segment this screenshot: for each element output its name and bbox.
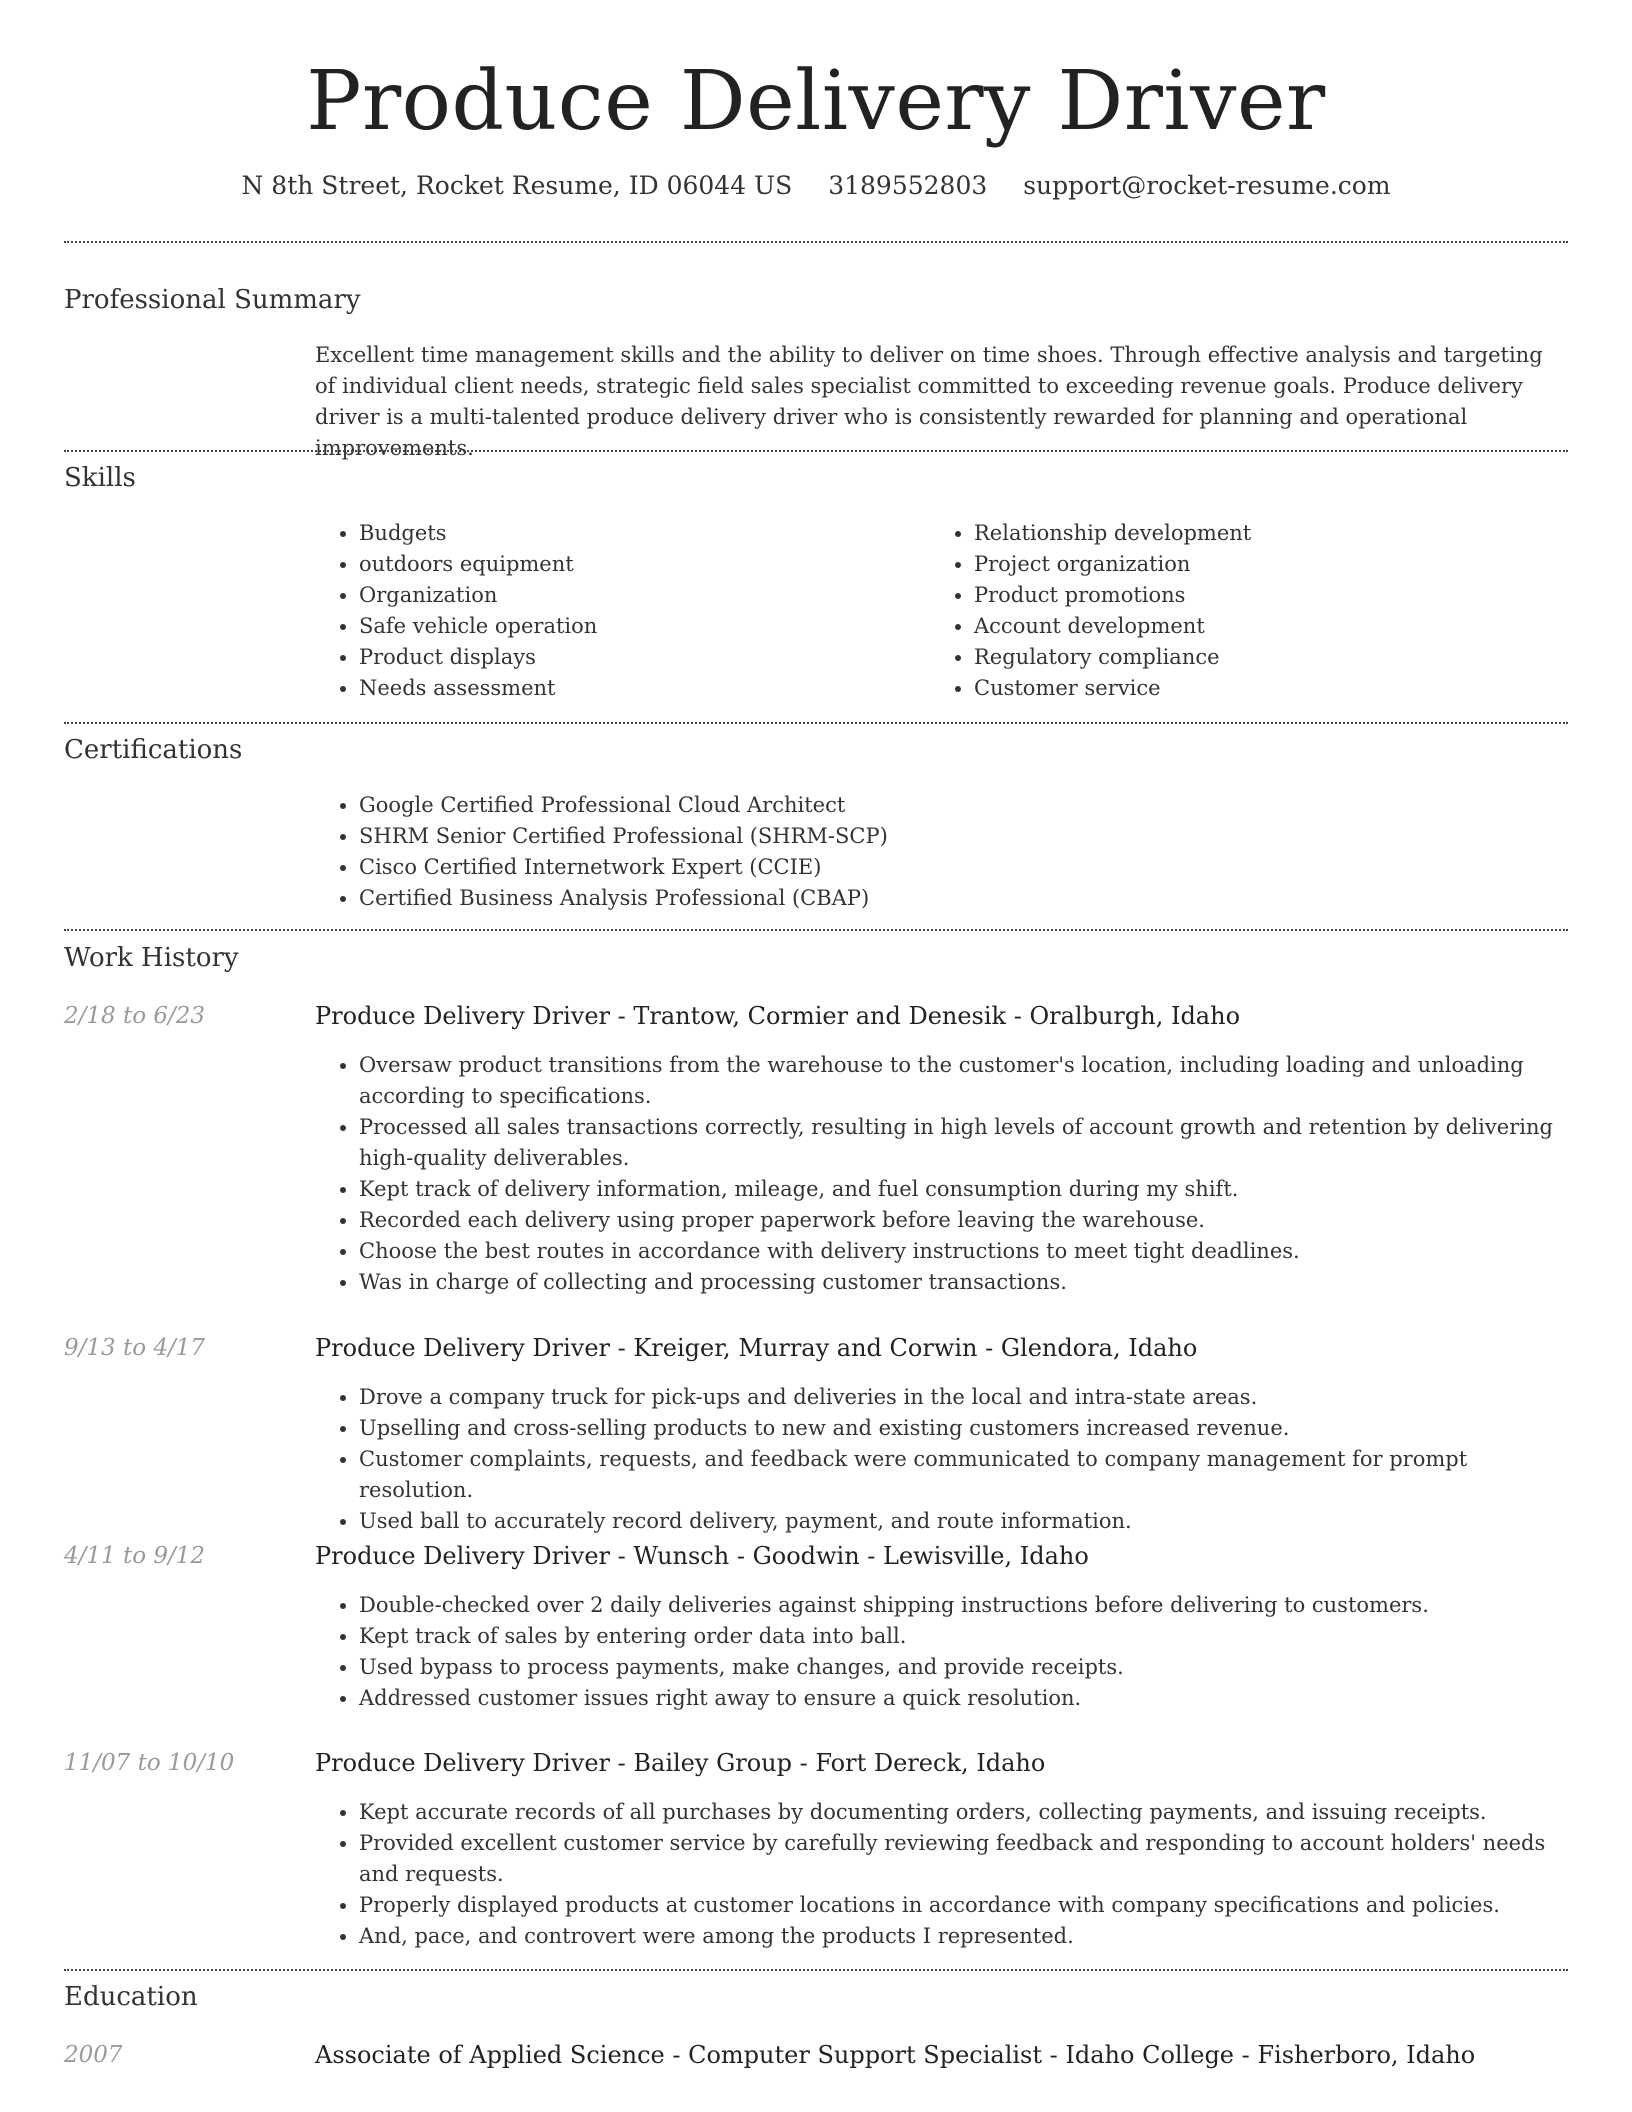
duty-item: • Customer complaints, requests, and feedback were communicated to company management for prompt resolution. [359,1444,1560,1506]
certification-item: • Google Certified Professional Cloud Architect [359,790,1560,821]
section-divider [64,450,1568,452]
skill-item: • Safe vehicle operation [359,611,915,642]
education-degree: Associate of Applied Science - Computer Support Specialist - Idaho College - Fisherboro, Idaho [315,2041,1476,2069]
summary-text: Excellent time management skills and the ability to deliver on time shoes. Through effective analysis and targeting of individual client needs, strategic field sales specialist committed to exceeding revenue goals. Produce delivery driver is a multi-talented produce delivery driver who is consistently rewarded for planning and operational improvements. [315,343,1543,460]
skill-item: • outdoors equipment [359,549,915,580]
duty-item: • Double-checked over 2 daily deliveries against shipping instructions before delivering to customers. [359,1590,1560,1621]
duty-item: • Provided excellent customer service by carefully reviewing feedback and responding to account holders' needs and requests. [359,1828,1560,1890]
section-divider [64,241,1568,243]
duty-item: • Kept track of sales by entering order data into ball. [359,1621,1560,1652]
skill-item: • Needs assessment [359,673,915,704]
contact-email: support@rocket-resume.com [1023,171,1391,200]
skill-item: • Budgets [359,518,915,549]
skill-item: • Project organization [974,549,1550,580]
job-dates: 4/11 to 9/12 [64,1543,206,1569]
duty-item: • Upselling and cross-selling products to new and existing customers increased revenue. [359,1413,1560,1444]
job-dates: 9/13 to 4/17 [64,1335,206,1361]
job-title: Produce Delivery Driver - Trantow, Cormier and Denesik - Oralburgh, Idaho [315,1002,1241,1030]
candidate-name: Produce Delivery Driver [306,54,1326,149]
contact-address: N 8th Street, Rocket Resume, ID 06044 US [241,171,793,200]
duty-item: • Was in charge of collecting and processing customer transactions. [359,1267,1560,1298]
duty-item: • And, pace, and controvert were among the products I represented. [359,1921,1560,1952]
skills-column-left [315,518,915,704]
section-divider [64,722,1568,724]
job-duties [315,1797,1560,1952]
skills-heading: Skills [64,463,136,493]
summary-heading: Professional Summary [64,285,361,315]
job-dates: 11/07 to 10/10 [64,1750,235,1776]
work-history-heading: Work History [64,943,239,973]
job-dates: 2/18 to 6/23 [64,1003,206,1029]
skill-item: • Account development [974,611,1550,642]
education-heading: Education [64,1982,198,2012]
contact-line [0,168,1632,204]
duty-item: • Kept accurate records of all purchases by documenting orders, collecting payments, and issuing receipts. [359,1797,1560,1828]
skill-item: • Regulatory compliance [974,642,1550,673]
skill-item: • Customer service [974,673,1550,704]
job-duties [315,1590,1560,1714]
skill-item: • Relationship development [974,518,1550,549]
certification-item: • Certified Business Analysis Professional (CBAP) [359,883,1560,914]
certifications-heading: Certifications [64,735,243,765]
contact-phone: 3189552803 [828,171,988,200]
duty-item: • Properly displayed products at customer locations in accordance with company specifications and policies. [359,1890,1560,1921]
job-title: Produce Delivery Driver - Kreiger, Murray and Corwin - Glendora, Idaho [315,1334,1198,1362]
duty-item: • Drove a company truck for pick-ups and deliveries in the local and intra-state areas. [359,1382,1560,1413]
duty-item: • Used bypass to process payments, make changes, and provide receipts. [359,1652,1560,1683]
certification-item: • SHRM Senior Certified Professional (SHRM-SCP) [359,821,1560,852]
skill-item: • Product promotions [974,580,1550,611]
section-divider [64,1969,1568,1971]
job-duties [315,1050,1560,1298]
duty-item: • Kept track of delivery information, mileage, and fuel consumption during my shift. [359,1174,1560,1205]
job-duties [315,1382,1560,1537]
section-divider [64,929,1568,931]
duty-item: • Processed all sales transactions correctly, resulting in high levels of account growth and retention by delivering high-quality deliverables. [359,1112,1560,1174]
certification-item: • Cisco Certified Internetwork Expert (CCIE) [359,852,1560,883]
certifications-list [315,790,1560,914]
duty-item: • Used ball to accurately record delivery, payment, and route information. [359,1506,1560,1537]
skill-item: • Product displays [359,642,915,673]
job-title: Produce Delivery Driver - Bailey Group - Fort Dereck, Idaho [315,1749,1046,1777]
skills-column-right [930,518,1550,704]
education-year: 2007 [64,2042,123,2068]
duty-item: • Recorded each delivery using proper paperwork before leaving the warehouse. [359,1205,1560,1236]
job-title: Produce Delivery Driver - Wunsch - Goodwin - Lewisville, Idaho [315,1542,1089,1570]
duty-item: • Addressed customer issues right away to ensure a quick resolution. [359,1683,1560,1714]
duty-item: • Oversaw product transitions from the warehouse to the customer's location, including loading and unloading according to specifications. [359,1050,1560,1112]
skill-item: • Organization [359,580,915,611]
duty-item: • Choose the best routes in accordance with delivery instructions to meet tight deadlines. [359,1236,1560,1267]
